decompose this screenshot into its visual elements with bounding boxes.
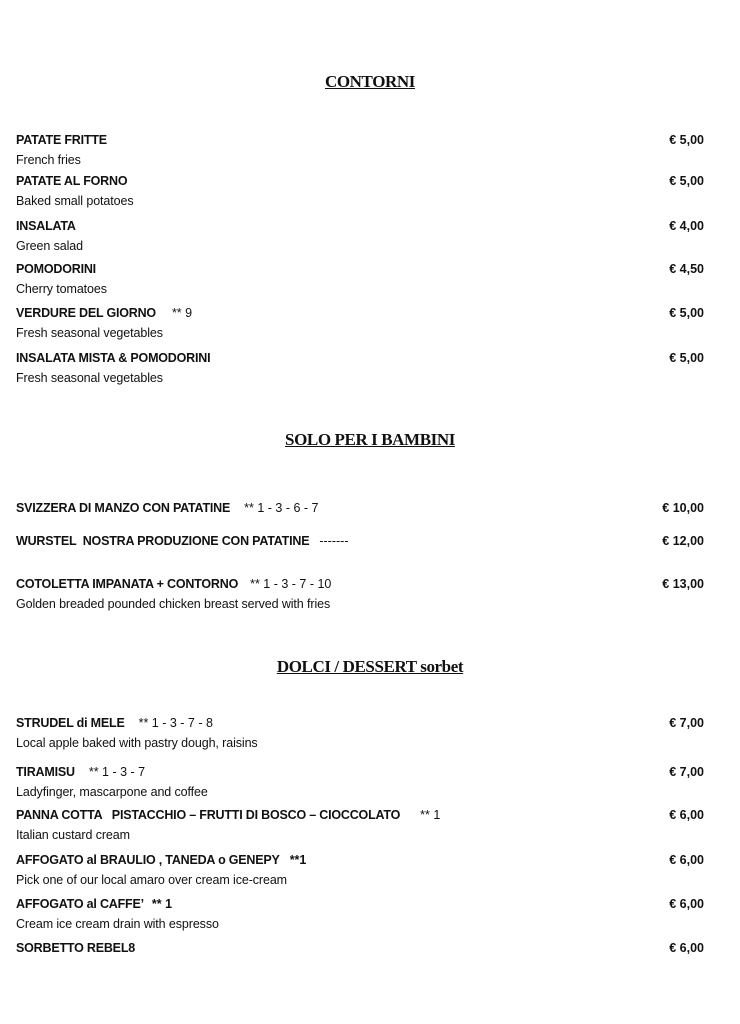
item-description: Green salad [16,239,83,253]
item-allergens: ** 1 - 3 - 7 - 8 [138,716,213,730]
item-price: € 7,00 [669,765,704,779]
item-price: € 6,00 [669,808,704,822]
item-price: € 5,00 [669,351,704,365]
item-name: WURSTEL NOSTRA PRODUZIONE CON PATATINE [16,534,310,548]
menu-item [16,499,704,517]
item-price: € 4,50 [669,262,704,276]
item-name: SORBETTO REBEL8 [16,941,136,955]
item-description: Golden breaded pounded chicken breast served with fries [16,597,331,611]
item-price: € 7,00 [669,716,704,730]
item-name: INSALATA MISTA & POMODORINI [16,351,211,365]
item-description: Fresh seasonal vegetables [16,326,163,340]
item-allergens: ** 9 [171,306,193,320]
item-name: INSALATA [16,219,76,233]
item-price: € 13,00 [662,577,704,591]
menu-item [16,939,704,957]
item-price: € 5,00 [669,174,704,188]
section-title-dolci: DOLCI / DESSERT sorbet [276,657,464,676]
item-description: French fries [16,153,81,167]
menu-item [16,131,704,167]
item-allergens: ** 1 - 3 - 7 [88,765,146,779]
item-price: € 12,00 [662,534,704,548]
menu-item [16,714,704,750]
menu-item [16,532,704,550]
item-name: TIRAMISU [16,765,75,779]
item-allergens: ** 1 - 3 - 6 - 7 [244,501,319,515]
menu-item [16,217,704,253]
menu-item [16,260,704,296]
item-description: Cherry tomatoes [16,282,107,296]
section-title-contorni: CONTORNI [324,72,415,91]
item-price: € 10,00 [662,501,704,515]
menu-item [16,851,704,887]
menu-item [16,806,704,842]
item-price: € 6,00 [669,897,704,911]
section-title-bambini: SOLO PER I BAMBINI [285,430,455,449]
item-name: PANNA COTTA PISTACCHIO – FRUTTI DI BOSCO – CIOCCOLATO [16,808,401,822]
item-price: € 4,00 [669,219,704,233]
item-description: Italian custard cream [16,828,130,842]
item-price: € 5,00 [669,306,704,320]
item-description: Fresh seasonal vegetables [16,371,163,385]
item-price: € 6,00 [669,853,704,867]
item-allergens: **1 [289,853,307,867]
item-name: PATATE AL FORNO [16,174,128,188]
item-allergens: ** 1 [420,808,441,822]
menu-item [16,763,704,799]
item-allergens: ------- [319,534,349,548]
item-description: Cream ice cream drain with espresso [16,917,219,931]
menu-item [16,304,704,340]
item-allergens: ** 1 [151,897,173,911]
item-name: AFFOGATO al BRAULIO , TANEDA o GENEPY [16,853,280,867]
item-price: € 6,00 [669,941,704,955]
item-name: AFFOGATO al CAFFE’ [16,897,144,911]
item-description: Local apple baked with pastry dough, raisins [16,736,258,750]
menu-item [16,895,704,931]
item-name: SVIZZERA DI MANZO CON PATATINE [16,501,231,515]
item-description: Baked small potatoes [16,194,134,208]
item-description: Ladyfinger, mascarpone and coffee [16,785,208,799]
item-name: COTOLETTA IMPANATA + CONTORNO [16,577,239,591]
item-name: VERDURE DEL GIORNO [16,306,156,320]
menu-item [16,349,704,385]
menu-item [16,575,704,611]
item-name: PATATE FRITTE [16,133,107,147]
item-description: Pick one of our local amaro over cream ice-cream [16,873,287,887]
item-price: € 5,00 [669,133,704,147]
item-name: POMODORINI [16,262,96,276]
menu-item [16,172,704,208]
item-name: STRUDEL di MELE [16,716,125,730]
item-allergens: ** 1 - 3 - 7 - 10 [250,577,332,591]
